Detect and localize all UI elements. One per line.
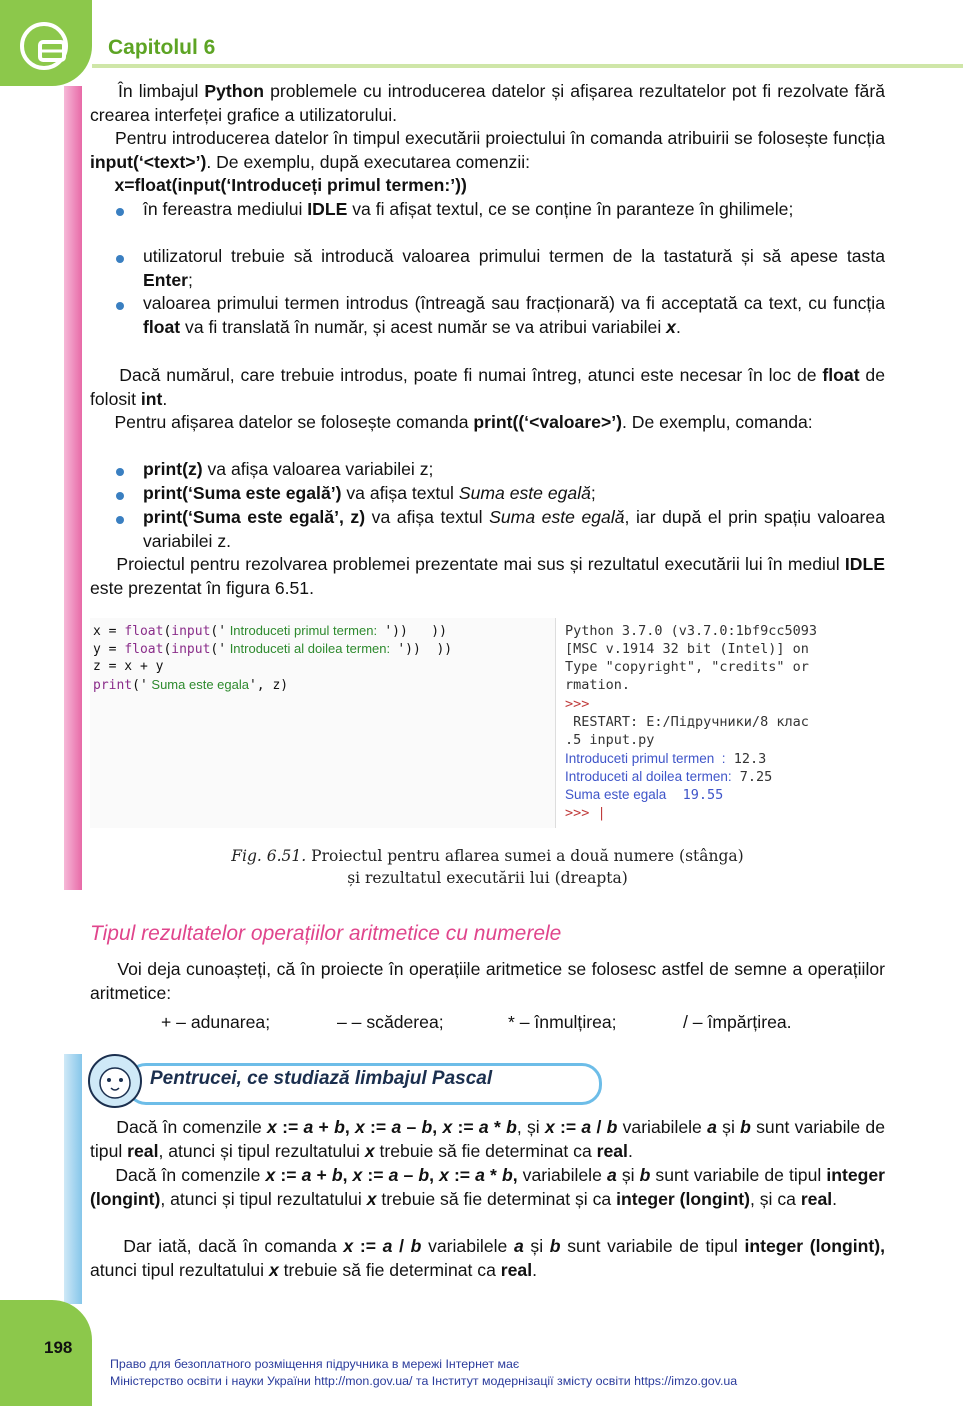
shell-output-line: Suma este egala 19.55 bbox=[565, 787, 724, 803]
paragraph: Dar iată, dacă în comanda x := a / b variabilele a și b sunt variabile de tipul integer (longint), atunci tipul rezultatului x trebuie să fie determinat ca real. bbox=[90, 1236, 886, 1280]
code-line: y = float(input(' Introduceti al doilea termen: ')) )) bbox=[93, 641, 453, 657]
shell-prompt: >>> bbox=[565, 696, 590, 712]
header-rule bbox=[92, 64, 963, 68]
paragraph: Pentru afișarea datelor se folosește comanda print((‘<valoare>’). De exemplu, comanda: bbox=[90, 412, 813, 432]
code-line: x = float(input(' Introduceti primul termen: ')) )) bbox=[93, 623, 447, 639]
code-line: print(' Suma este egala', z) bbox=[93, 677, 289, 693]
paragraph: Dacă în comenzile x := a + b, x := a – b, x := a * b, variabilele a și b sunt variabile de tipul integer (longint), atunci și tipul rezultatului x trebuie să fie determinat și ca integer (longint), și ca real. bbox=[90, 1165, 886, 1209]
shell-line: rmation. bbox=[565, 677, 631, 693]
shell-line: RESTART: E:/Підручники/8 клас bbox=[565, 714, 809, 730]
shell-prompt: >>> | bbox=[565, 805, 606, 821]
bullet-dot bbox=[116, 302, 124, 310]
blue-margin-bar bbox=[64, 1054, 82, 1304]
shell-output-line: Introduceti primul termen : 12.3 bbox=[565, 751, 767, 767]
list-item: print(‘Suma este egală’) va afișa textul Suma este egală; bbox=[143, 483, 596, 503]
code-example: x=float(input(‘Introduceți primul termen:’)) bbox=[114, 175, 467, 195]
figure-caption: Fig. 6.51. Proiectul pentru aflarea sumei a două numere (stânga) și rezultatul executării lui (dreapta) bbox=[231, 847, 744, 887]
chapter-title: Capitolul 6 bbox=[108, 36, 216, 59]
paragraph: Dacă în comenzile x := a + b, x := a – b, x := a * b, și x := a / b variabilele a și b sunt variabile de tipul real, atunci și tipul rezultatului x trebuie să fie determinat ca real. bbox=[90, 1117, 885, 1161]
shell-line: Python 3.7.0 (v3.7.0:1bf9cc5093 bbox=[565, 623, 817, 639]
pascal-banner-title: Pentrucei, ce studiază limbajul Pascal bbox=[150, 1068, 493, 1089]
list-item: print(z) va afișa valoarea variabilei z; bbox=[143, 459, 434, 479]
chapter-corner-badge bbox=[0, 0, 92, 86]
lion-mascot-icon bbox=[86, 1050, 144, 1112]
page-number: 198 bbox=[44, 1338, 73, 1357]
list-item: valoarea primului termen introdus (întreagă sau fracționară) va fi acceptată ca text, cu funcția float va fi translată în număr, și acest număr se va atribui variabilei x. bbox=[143, 293, 885, 337]
operator-multiplication: * – înmulțirea; bbox=[508, 1012, 617, 1032]
footer-line: Міністерство освіти і науки України http://mon.gov.ua/ та Інститут модернізації змісту освіти https://imzo.gov.ua bbox=[110, 1374, 738, 1388]
shell-line: .5 input.py bbox=[565, 732, 655, 748]
paragraph: Pentru introducerea datelor în timpul executării proiectului în comanda atribuirii se folosește funcția input(‘<text>’). De exemplu, după executarea comenzii: bbox=[90, 128, 885, 172]
section-title: Tipul rezultatelor operațiilor aritmetice cu numerele bbox=[90, 922, 562, 945]
paragraph: Dacă numărul, care trebuie introdus, poate fi numai întreg, atunci este necesar în loc de float de folosit int. bbox=[90, 365, 885, 409]
bullet-dot bbox=[116, 468, 124, 476]
operator-division: / – împărțirea. bbox=[683, 1012, 792, 1032]
list-item: print(‘Suma este egală’, z) va afișa textul Suma este egală, iar după el prin spațiu valoarea variabilei z. bbox=[143, 507, 885, 551]
footer-notice bbox=[110, 1356, 737, 1390]
bullet-dot bbox=[116, 255, 124, 263]
code-line: z = x + y bbox=[93, 659, 164, 674]
bullet-dot bbox=[116, 208, 124, 216]
paragraph: Voi deja cunoașteți, că în proiecte în operațiile aritmetice se folosesc astfel de semne a operațiilor aritmetice: bbox=[90, 959, 885, 1003]
idle-editor-window bbox=[90, 618, 556, 828]
list-item: utilizatorul trebuie să introducă valoarea primului termen de la tastatură și să apese tasta Enter; bbox=[143, 246, 885, 290]
list-item: în fereastra mediului IDLE va fi afișat textul, ce se conține în paranteze în ghilimele; bbox=[143, 199, 794, 219]
operator-addition: + – adunarea; bbox=[161, 1012, 271, 1032]
operator-subtraction: – – scăderea; bbox=[337, 1012, 444, 1032]
paragraph: Proiectul pentru rezolvarea problemei prezentate mai sus și rezultatul executării lui în mediul IDLE este prezentat în figura 6.51. bbox=[90, 554, 885, 598]
figure-6-51 bbox=[90, 618, 885, 828]
bullet-dot bbox=[116, 492, 124, 500]
idle-shell-window bbox=[562, 618, 885, 828]
computer-icon bbox=[14, 16, 74, 76]
shell-output-line: Introduceti al doilea termen: 7.25 bbox=[565, 769, 773, 785]
paragraph: În limbajul Python problemele cu introducerea datelor și afișarea rezultatelor pot fi rezolvate fără crearea interfeței grafice a utilizatorului. bbox=[90, 81, 885, 125]
shell-line: Type "copyright", "credits" or bbox=[565, 659, 809, 675]
shell-line: [MSC v.1914 32 bit (Intel)] on bbox=[565, 641, 809, 657]
pink-margin-bar bbox=[64, 86, 82, 890]
bullet-dot bbox=[116, 516, 124, 524]
footer-line: Право для безоплатного розміщення підручника в мережі Інтернет має bbox=[110, 1357, 520, 1371]
